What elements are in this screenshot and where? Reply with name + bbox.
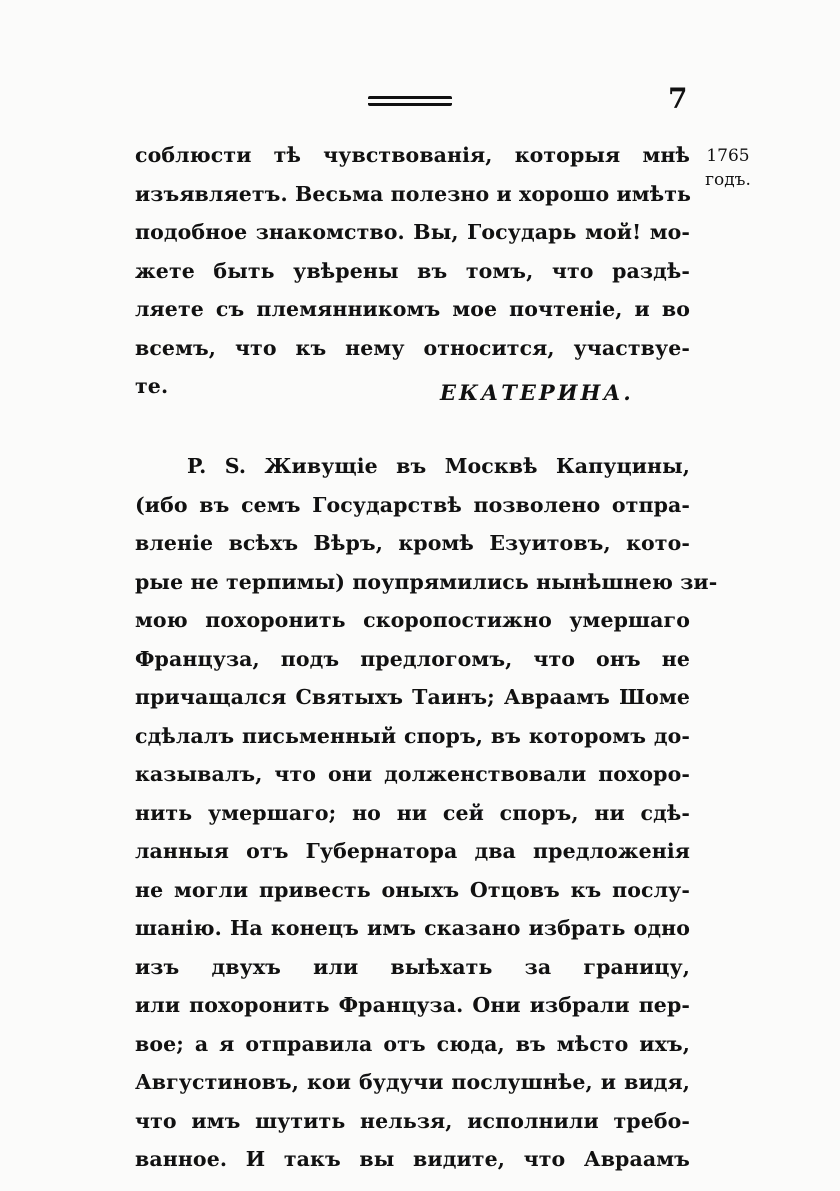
text-line: P. S. Живущіе въ Москвѣ Капуцины, [187, 454, 690, 478]
text-line: жете быть увѣрены въ томъ, что раздѣ- [135, 258, 690, 283]
text-line: нить умершаго; но ни сей споръ, ни сдѣ- [135, 800, 690, 825]
margin-note-year [693, 144, 763, 192]
text-line: не могли привесть оныхъ Отцовъ къ послу- [135, 877, 690, 902]
letter-body [135, 136, 690, 406]
page-number: 7 [668, 82, 688, 115]
text-line: вленіе всѣхъ Вѣръ, кромѣ Езуитовъ, кото- [135, 531, 690, 555]
text-line: Августиновъ, кои будучи послушнѣе, и видя, [135, 1070, 690, 1094]
text-line: всемъ, что къ нему относится, участвуе- [135, 335, 690, 360]
text-line: что имъ шутить нельзя, исполнили требо- [135, 1108, 690, 1133]
header-ornament-rule [368, 96, 452, 106]
text-line: мою похоронить скоропостижно умершаго [135, 608, 690, 632]
text-line: те. [135, 374, 169, 398]
text-line: причащался Святыхъ Таинъ; Авраамъ Шоме [135, 685, 690, 709]
margin-note-line: 1765 [706, 146, 750, 166]
text-line: (ибо въ семъ Государствѣ позволено отпра- [135, 492, 690, 517]
margin-note-line: годъ. [705, 170, 751, 190]
text-line: Француза, подъ предлогомъ, что онъ не [135, 646, 690, 671]
text-line: вое; а я отправила отъ сюда, въ мѣсто ихъ, [135, 1031, 690, 1056]
postscript-body [135, 447, 718, 1179]
text-line: ланныя отъ Губернатора два предложенія [135, 839, 690, 863]
text-line: ляете съ племянникомъ мое почтеніе, и во [135, 297, 690, 321]
text-line: казывалъ, что они долженствовали похоро- [135, 762, 690, 786]
text-line: или похоронить Француза. Они избрали пер- [135, 993, 690, 1017]
text-line: соблюсти тѣ чувствованія, которыя мнѣ [135, 143, 690, 167]
text-line: шанію. На конецъ имъ сказано избрать одно [135, 916, 690, 940]
text-line: изъ двухъ или выѣхать за границу, [135, 954, 690, 979]
text-line: сдѣлалъ письменный споръ, въ которомъ до- [135, 723, 690, 748]
text-line: изъявляетъ. Весьма полезно и хорошо имѣть [135, 181, 692, 206]
text-line: рые не терпимы) поупрямились нынѣшнею зи- [135, 569, 718, 594]
text-line: ванное. И такъ вы видите, что Авраамъ [135, 1147, 690, 1171]
text-line: подобное знакомство. Вы, Государь мой! мо- [135, 220, 690, 244]
signature: ЕКАТЕРИНА. [440, 380, 634, 405]
